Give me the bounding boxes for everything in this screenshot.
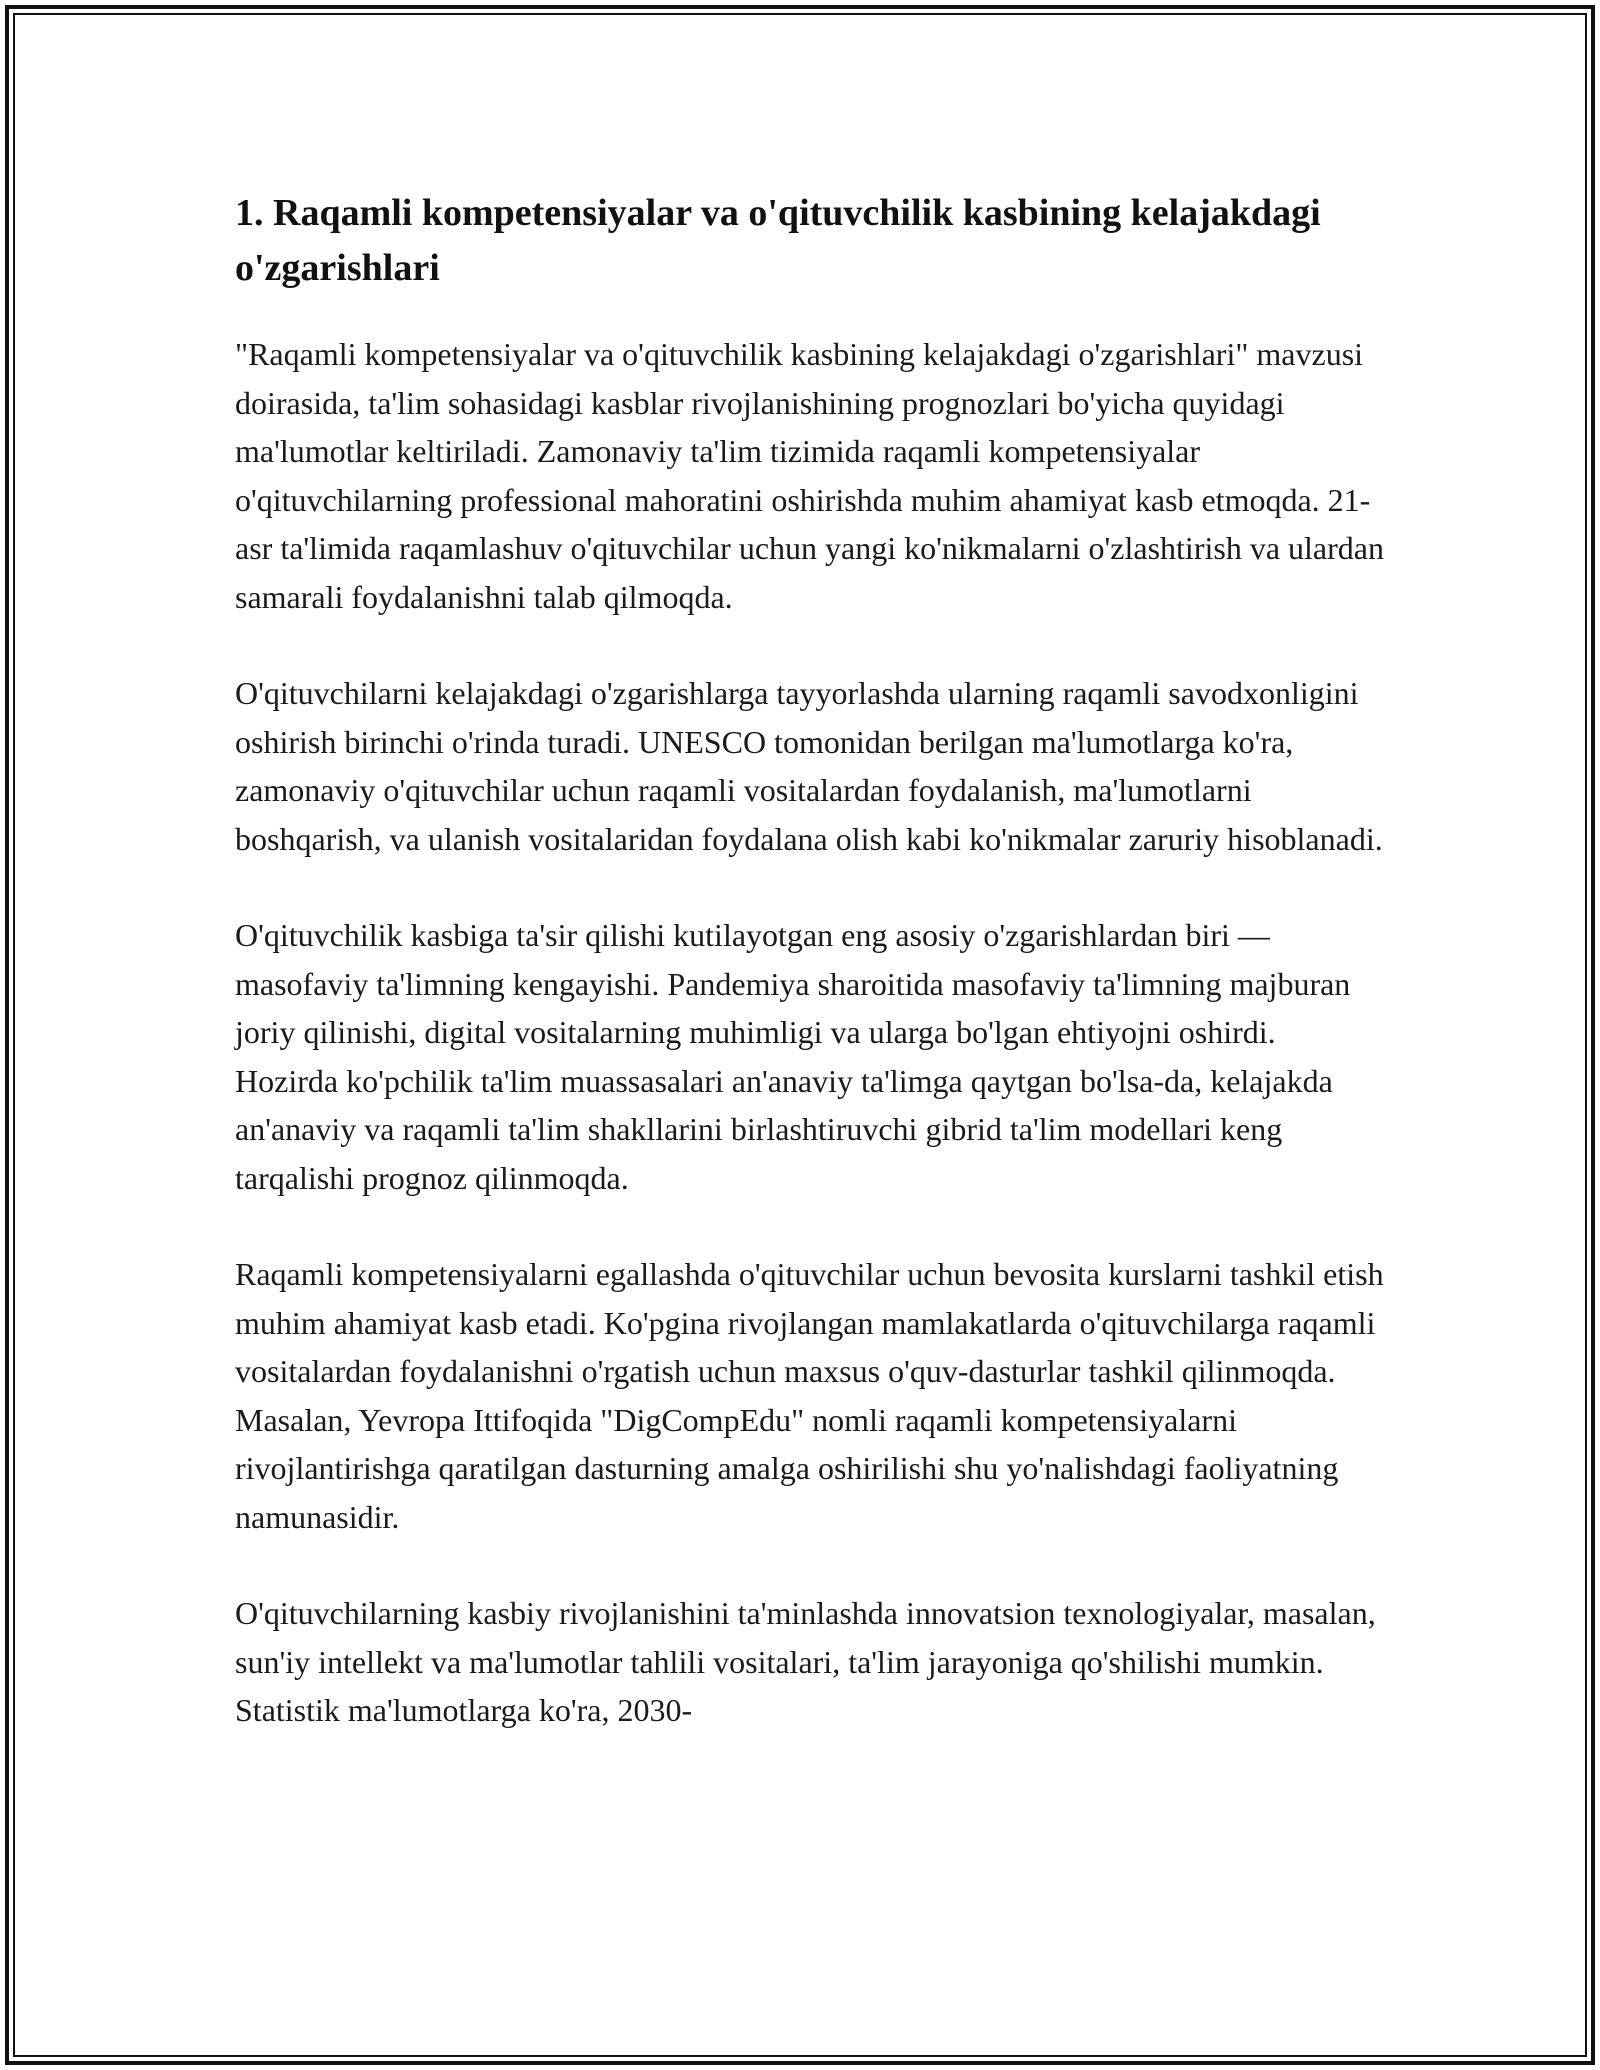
paragraph-4: Raqamli kompetensiyalarni egallashda o'qituvchilar uchun bevosita kurslarni tashkil etish muhim ahamiyat kasb etadi. Ko'pgina rivojlangan mamlakatlarda o'qituvchilarga raqamli vositalardan foydalanishni o'rgatish uchun maxsus o'quv-dasturlar tashkil qilinmoqda. Masalan, Yevropa Ittifoqida "DigCompEdu" nomli raqamli kompetensiyalarni rivojlantirishga qaratilgan dasturning amalga oshirilishi shu yo'nalishdagi faoliyatning namunasidir. (235, 1256, 1384, 1535)
paragraph-5: O'qituvchilarning kasbiy rivojlanishini ta'minlashda innovatsion texnologiyalar, masalan, sun'iy intellekt va ma'lumotlar tahlili vositalari, ta'lim jarayoniga qo'shilishi mumkin. Statistik ma'lumotlarga ko'ra, 2030- (235, 1595, 1376, 1728)
section-heading: 1. Raqamli kompetensiyalar va o'qituvchilik kasbining kelajakdagi o'zgarishlari (235, 192, 1321, 289)
document-page (235, 186, 1385, 1783)
paragraph-3: O'qituvchilik kasbiga ta'sir qilishi kutilayotgan eng asosiy o'zgarishlardan biri — masofaviy ta'limning kengayishi. Pandemiya sharoitida masofaviy ta'limning majburan joriy qilinishi, digital vositalarning muhimligi va ularga bo'lgan ehtiyojni oshirdi. Hozirda ko'pchilik ta'lim muassasalari an'anaviy ta'limga qaytgan bo'lsa-da, kelajakda an'anaviy va raqamli ta'lim shakllarini birlashtiruvchi gibrid ta'lim modellari keng tarqalishi prognoz qilinmoqda. (235, 917, 1351, 1196)
paragraph-2: O'qituvchilarni kelajakdagi o'zgarishlarga tayyorlashda ularning raqamli savodxonligini oshirish birinchi o'rinda turadi. UNESCO tomonidan berilgan ma'lumotlarga ko'ra, zamonaviy o'qituvchilar uchun raqamli vositalardan foydalanish, ma'lumotlarni boshqarish, va ulanish vositalaridan foydalana olish kabi ko'nikmalar zaruriy hisoblanadi. (235, 675, 1383, 857)
paragraph-1: "Raqamli kompetensiyalar va o'qituvchilik kasbining kelajakdagi o'zgarishlari" mavzusi doirasida, ta'lim sohasidagi kasblar rivojlanishining prognozlari bo'yicha quyidagi ma'lumotlar keltiriladi. Zamonaviy ta'lim tizimida raqamli kompetensiyalar o'qituvchilarning professional mahoratini oshirishda muhim ahamiyat kasb etmoqda. 21-asr ta'limida raqamlashuv o'qituvchilar uchun yangi ko'nikmalarni o'zlashtirish va ulardan samarali foydalanishni talab qilmoqda. (235, 336, 1384, 615)
